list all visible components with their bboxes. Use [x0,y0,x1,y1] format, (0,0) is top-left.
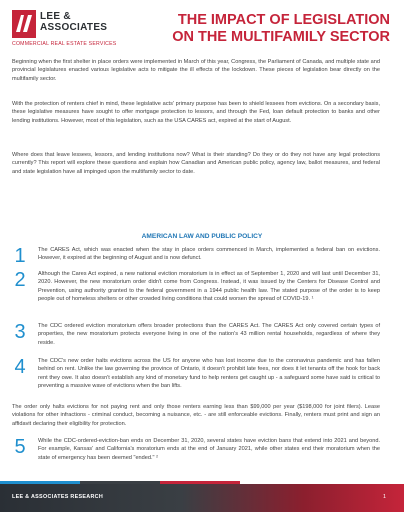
point-number-5: 5 [14,436,26,458]
logo-tagline: COMMERCIAL REAL ESTATE SERVICES [12,41,117,47]
intro-paragraph-1: Beginning when the first shelter in place orders were implemented in March of this year, Congress, the Parliament of Canada, and multiple state and provincial legislatures enacted various legislative acts to mitigate the ill effects of the lockdown. These pieces of legislation bear directly on the multifamily sector. [12,59,380,82]
company-logo [12,10,142,50]
logo-line2: ASSOCIATES [40,22,108,33]
eligibility-paragraph: The order only halts evictions for not paying rent and only those renters earning less than $99,000 per year ($198,000 for joint filers). Lease violations for other infractions - criminal conduct, becoming a nuisance, etc. - are still enforceable evictions. Finally, renters must print and sign an affidavit declaring their eligibility for protection. [12,404,380,427]
page-number: 1 [383,494,386,500]
report-title: THE IMPACT OF LEGISLATION ON THE MULTIFAMILY SECTOR [172,12,390,45]
point-text-4: The CDC's new order halts evictions across the US for anyone who has lost income due to the coronavirus pandemic and has fallen behind on rent. Unlike the law governing the province of Ontario, it doesn't prohibit late fees, nor does it let tenants off the hook for back rent they owe. It also doesn't establish any kind of monetary fund to help renters get caught up - a safeguard some have said is critical to preventing a massive wave of evictions when the ban lifts. [38,358,380,389]
point-text-1: The CARES Act, which was enacted when the stay in place orders commenced in March, implemented a federal ban on evictions. However, it expired at the beginning of August and is now defunct. [38,247,380,262]
point-text-2: Although the Cares Act expired, a new national eviction moratorium is in effect as of September 1, 2020 and will last until December 31, 2020. However, the new moratorium order didn't come from Congress. Instead, it was issued by the Centers for Disease Control and Prevention, using authority granted to the federal government in a 1944 public health law. The stated purpose of the order is to keep people out of homeless shelters or other crowded living conditions that could worsen the spread of COVID-19. ¹ [38,271,380,302]
point-number-1: 1 [14,245,26,267]
point-number-2: 2 [14,269,26,291]
point-number-3: 3 [14,321,26,343]
lee-associates-logo-icon [12,10,36,38]
point-number-4: 4 [14,356,26,378]
footer-label: LEE & ASSOCIATES RESEARCH [12,494,104,500]
section-heading: AMERICAN LAW AND PUBLIC POLICY [141,233,263,240]
point-text-5: While the CDC-ordered-eviction-ban ends on December 31, 2020, several states have eviction bans that extend into 2021 and beyond. For example, Kansas' and California's moratorium ends at the end of January 2021, while other states end their moratorium when the state of emergency has been deemed "ended." ² [38,438,380,461]
intro-paragraph-3: Where does that leave lessees, lessors, and lending institutions now? What is their standing? Do they or do they not have any legal protections currently? This report will explore these questions and explain how Canadian and American public policy, agency law, ballot measures, and federal and state legislation have all impinged upon the multifamily sector to date. [12,152,380,175]
logo-line1: LEE & [40,11,71,22]
point-text-3: The CDC ordered eviction moratorium offers broader protections than the CARES Act. The CARES Act only covered certain types of properties, the new moratorium protects everyone living in one of the nation's 43 million rental households, regardless of where they reside. [38,323,380,346]
intro-paragraph-2: With the protection of renters chief in mind, these legislative acts' primary purpose has been to shield lessees from evictions. On a secondary basis, these legislative measures have sought to offer mortgage protection to lessors, and through the Fed, loan default protection to banks and other lending institutions. However, most of this legislation, such as the USA CARES act, expired at the start of August. [12,101,380,124]
